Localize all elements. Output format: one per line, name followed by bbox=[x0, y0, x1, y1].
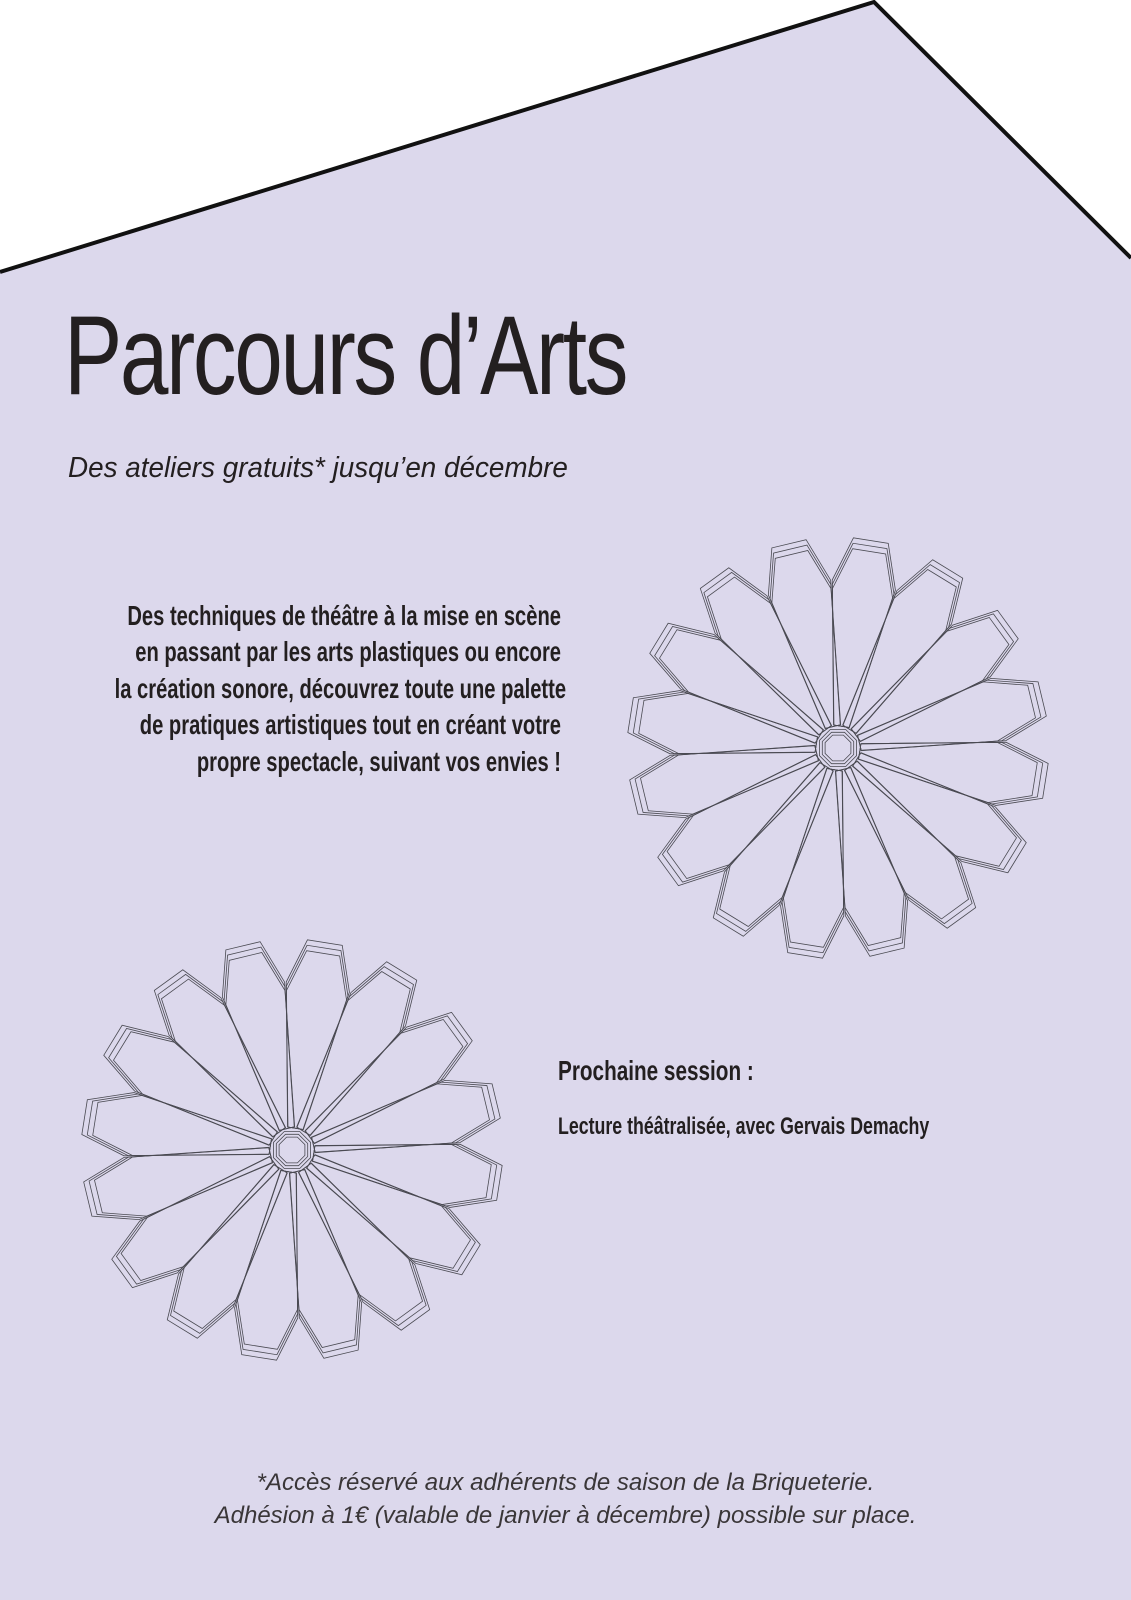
intro-line: de pratiques artistiques tout en créant votre bbox=[139, 709, 562, 741]
intro-line: Des techniques de théâtre à la mise en scène bbox=[127, 600, 562, 631]
footnote-line: *Accès réservé aux adhérents de saison de la Briqueterie. bbox=[256, 1469, 875, 1496]
intro-line: en passant par les arts plastiques ou encore bbox=[135, 636, 562, 668]
intro-line: propre spectacle, suivant vos envies ! bbox=[196, 745, 561, 777]
rosette-ornament-icon bbox=[66, 924, 518, 1376]
footnote bbox=[0, 1466, 1131, 1532]
rosette-ornament-icon bbox=[612, 522, 1064, 974]
intro-line: la création sonore, découvrez toute une palette bbox=[114, 672, 567, 704]
footnote-line: Adhésion à 1€ (valable de janvier à décembre) possible sur place. bbox=[214, 1502, 917, 1530]
poster-title: Parcours d’Arts bbox=[64, 293, 627, 418]
next-session-label: Prochaine session : bbox=[558, 1055, 754, 1086]
poster-subtitle: Des ateliers gratuits* jusqu’en décembre bbox=[68, 452, 568, 484]
intro-paragraph bbox=[0, 598, 567, 780]
next-session-detail: Lecture théâtralisée, avec Gervais Demachy bbox=[558, 1113, 930, 1140]
